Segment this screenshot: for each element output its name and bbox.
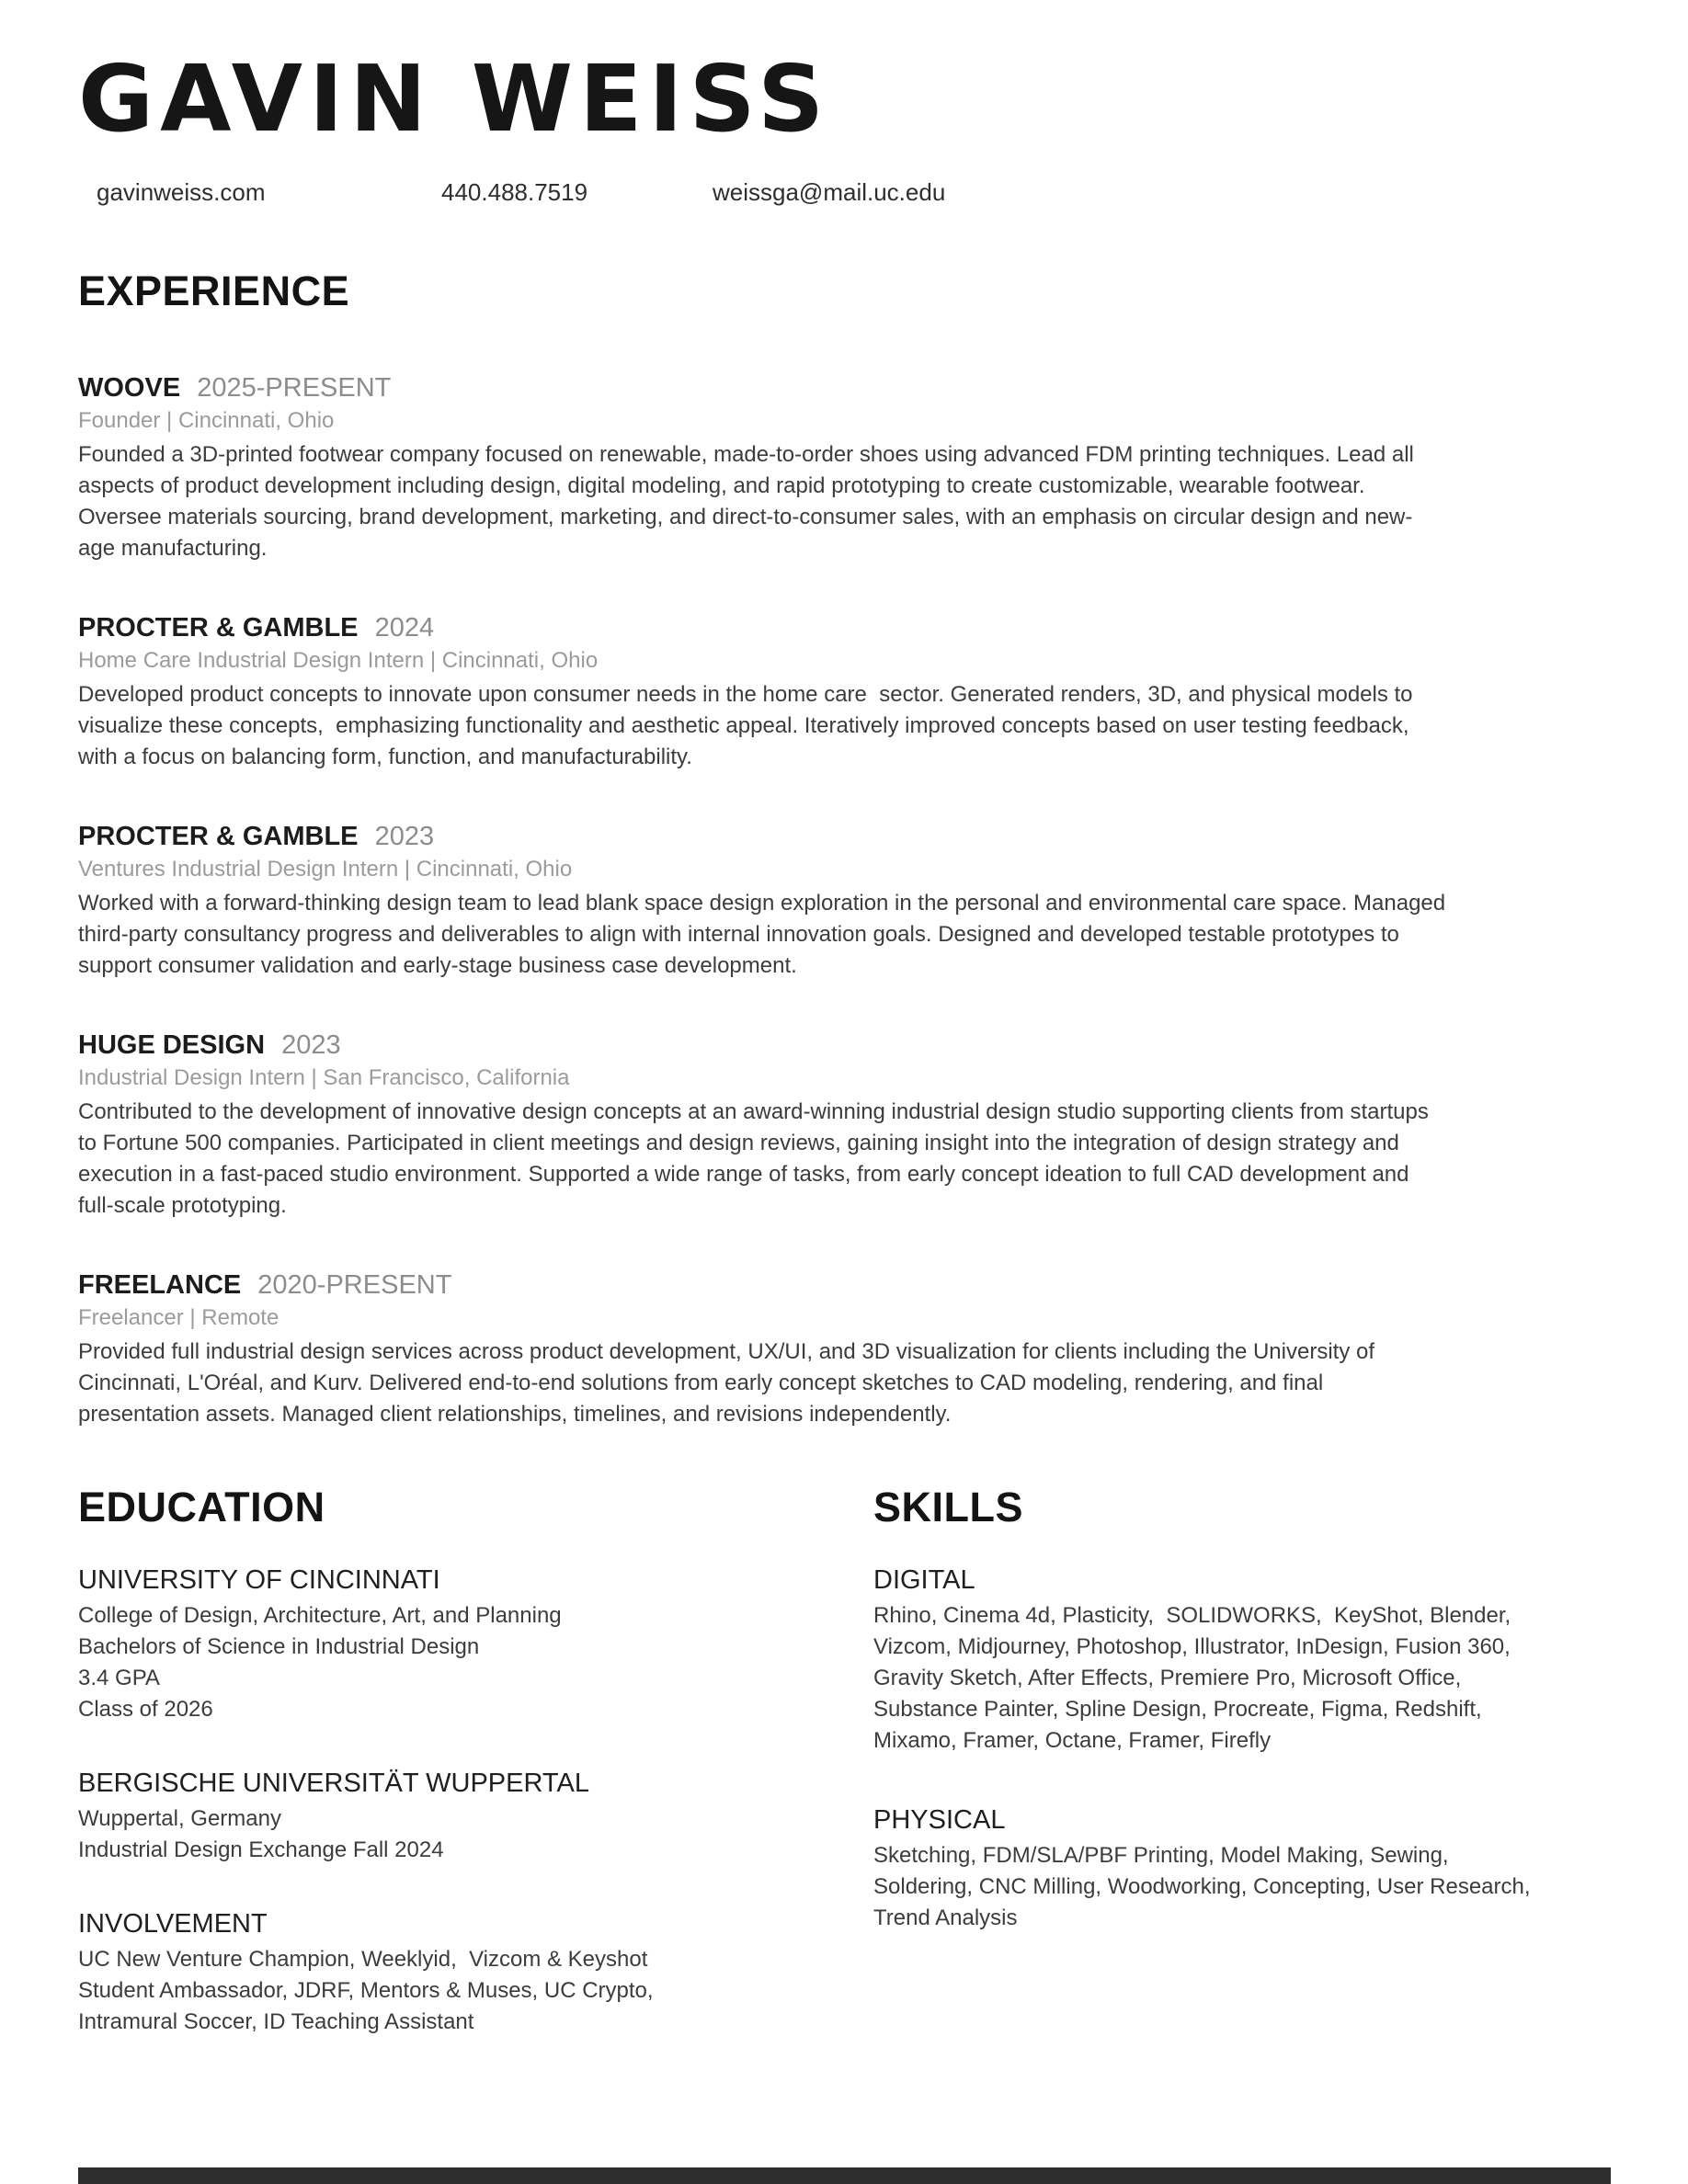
job-subtitle: Home Care Industrial Design Intern | Cincinnati, Ohio [78,648,599,673]
section-experience [78,267,1610,1430]
experience-item-pg-2023 [78,821,1610,982]
email-address: weissga@mail.uc.edu [713,178,946,206]
education-detail-line: 3.4 GPA [78,1666,160,1690]
education-detail-line: Bachelors of Science in Industrial Design [78,1634,480,1659]
involvement-title: INVOLVEMENT [78,1909,268,1939]
education-heading: EDUCATION [78,1484,325,1530]
company-name: FREELANCE [78,1270,242,1300]
education-item-title: BERGISCHE UNIVERSITÄT WUPPERTAL [78,1769,589,1798]
contact-row [78,178,1610,207]
job-subtitle: Industrial Design Intern | San Francisco, California [78,1065,570,1090]
skills-heading: SKILLS [873,1484,1024,1530]
education-detail-lines [78,1803,873,1866]
footer-bar [78,2167,1611,2184]
candidate-name: GAVIN WEISS [78,45,831,153]
job-subtitle: Freelancer | Remote [78,1305,279,1330]
education-detail-lines [78,1600,873,1725]
experience-item-huge-design [78,1029,1610,1222]
job-dates: 2023 [281,1030,341,1060]
skill-group-title: DIGITAL [873,1565,975,1595]
skill-group-digital [873,1564,1581,1757]
skill-group-text: Rhino, Cinema 4d, Plasticity, SOLIDWORKS, KeyShot, Blender, Vizcom, Midjourney, Photoshop, Illustrator, InDesign, Fusion 360, Gravity Sketch, After Effects, Premiere Pro, Microsoft Office, Substance Painter, Spline Design, Procreate, Figma, Redshift, Mixamo, Framer, Octane, Framer, Firefly [873,1603,1517,1753]
education-detail-line: College of Design, Architecture, Art, and Planning [78,1603,562,1628]
company-name: PROCTER & GAMBLE [78,613,359,643]
job-subtitle: Founder | Cincinnati, Ohio [78,408,335,433]
job-description: Contributed to the development of innovative design concepts at an award-winning industrial design studio supporting clients from startups to Fortune 500 companies. Participated in client meetings and design reviews, gaining insight into the integration of design strategy and execution in a fast-paced studio environment. Supported a wide range of tasks, from early concept ideation to full CAD development and full-scale prototyping. [78,1099,1435,1218]
phone-number: 440.488.7519 [441,178,588,206]
company-name: PROCTER & GAMBLE [78,822,359,851]
education-item-university-of-cincinnati [78,1564,873,1725]
skill-group-title: PHYSICAL [873,1805,1006,1835]
job-description: Developed product concepts to innovate upon consumer needs in the home care sector. Generated renders, 3D, and physical models to visualize these concepts, emphasizing functionality and aesthetic appeal. Iteratively improved concepts based on user testing feedback, with a focus on balancing form, function, and manufacturability. [78,682,1420,769]
job-subtitle: Ventures Industrial Design Intern | Cincinnati, Ohio [78,857,573,882]
experience-item-freelance [78,1269,1610,1430]
section-education [78,1484,873,2038]
job-title-row [78,372,1610,404]
job-description: Founded a 3D-printed footwear company focused on renewable, made-to-order shoes using advanced FDM printing techniques. Lead all aspects of product development including design, digital modeling, and rapid prototyping to create customizable, wearable footwear. Oversee materials sourcing, brand development, marketing, and direct-to-consumer sales, with an emphasis on circular design and new-age manufacturing. [78,442,1420,561]
experience-item-woove [78,372,1610,564]
job-title-row [78,1269,1610,1301]
job-dates: 2023 [374,822,435,851]
resume-header [78,45,1610,207]
education-item-involvement [78,1908,873,2038]
education-detail-line: Industrial Design Exchange Fall 2024 [78,1837,444,1862]
website-link: gavinweiss.com [97,178,266,206]
job-description: Worked with a forward-thinking design team to lead blank space design exploration in the personal and environmental care space. Managed third-party consultancy progress and deliverables to align with internal innovation goals. Designed and developed testable prototypes to support consumer validation and early-stage business case development. [78,891,1452,978]
section-skills [873,1484,1581,2038]
company-name: WOOVE [78,373,181,403]
education-item-title: UNIVERSITY OF CINCINNATI [78,1565,440,1595]
skill-group-text: Sketching, FDM/SLA/PBF Printing, Model Making, Sewing, Soldering, CNC Milling, Woodworking, Concepting, User Research, Trend Analysis [873,1843,1536,1930]
education-detail-line: Class of 2026 [78,1697,213,1722]
involvement-text: UC New Venture Champion, Weeklyid, Vizcom & Keyshot Student Ambassador, JDRF, Mentors & Muses, UC Crypto, Intramural Soccer, ID Teaching Assistant [78,1947,660,2034]
job-title-row [78,821,1610,852]
education-detail-line: Wuppertal, Germany [78,1806,281,1831]
education-item-bergische-wuppertal [78,1768,873,1866]
experience-item-pg-2024 [78,612,1610,773]
job-dates: 2024 [374,613,435,643]
job-dates: 2025-PRESENT [197,373,392,403]
skill-group-physical [873,1804,1581,1934]
education-skills-columns [78,1484,1610,2038]
job-title-row [78,1029,1610,1061]
experience-heading: EXPERIENCE [78,267,350,314]
job-title-row [78,612,1610,643]
job-dates: 2020-PRESENT [257,1270,452,1300]
job-description: Provided full industrial design services across product development, UX/UI, and 3D visualization for clients including the University of Cincinnati, L'Oréal, and Kurv. Delivered end-to-end solutions from early concept sketches to CAD modeling, rendering, and final presentation assets. Managed client relationships, timelines, and revisions independently. [78,1339,1381,1427]
company-name: HUGE DESIGN [78,1030,266,1060]
